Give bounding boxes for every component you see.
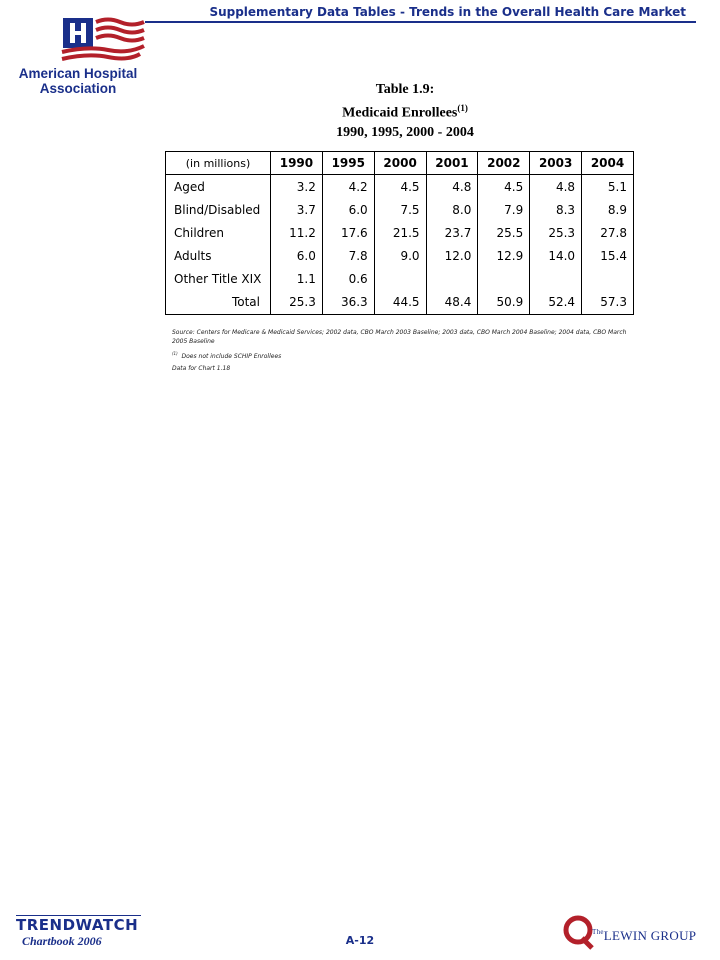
chart-reference: Data for Chart 1.18	[172, 365, 231, 372]
table-cell: 17.6	[322, 221, 374, 244]
row-label: Children	[166, 221, 271, 244]
lewin-group-name	[592, 928, 696, 944]
table-cell	[478, 267, 530, 290]
table-cell	[582, 267, 634, 290]
table-cell: 6.0	[271, 244, 323, 267]
table-cell: 4.8	[426, 175, 478, 199]
table-cell: 4.8	[530, 175, 582, 199]
total-cell: 36.3	[322, 290, 374, 315]
table-cell: 21.5	[374, 221, 426, 244]
table-cell: 25.3	[530, 221, 582, 244]
table-cell: 14.0	[530, 244, 582, 267]
table-cell: 23.7	[426, 221, 478, 244]
medicaid-enrollees-table	[165, 151, 634, 315]
column-header-2000: 2000	[374, 152, 426, 175]
table-cell: 15.4	[582, 244, 634, 267]
table-title-line1: Table 1.9:	[375, 82, 435, 97]
column-header-2004: 2004	[582, 152, 634, 175]
total-label: Total	[166, 290, 271, 315]
total-cell: 50.9	[478, 290, 530, 315]
table-cell: 27.8	[582, 221, 634, 244]
total-cell: 25.3	[271, 290, 323, 315]
table-cell: 3.7	[271, 198, 323, 221]
column-header-1990: 1990	[271, 152, 323, 175]
table-cell: 4.2	[322, 175, 374, 199]
table-cell: 1.1	[271, 267, 323, 290]
table-title-main: Medicaid Enrollees	[342, 105, 458, 121]
page-number: A-12	[345, 934, 375, 947]
table-cell	[530, 267, 582, 290]
column-header-2001: 2001	[426, 152, 478, 175]
table-cell	[426, 267, 478, 290]
source-note: Source: Centers for Medicare & Medicaid Services; 2002 data, CBO March 2003 Baseline; 2003 data, CBO March 2004 Baseline; 2004 data, CBO March 2005 Baseline	[172, 329, 627, 345]
total-cell: 52.4	[530, 290, 582, 315]
table-cell: 12.0	[426, 244, 478, 267]
table-title-line3: 1990, 1995, 2000 - 2004	[336, 124, 474, 140]
running-header: Supplementary Data Tables - Trends in the Overall Health Care Market	[209, 5, 686, 19]
aha-name	[8, 66, 148, 96]
aha-name-line2: Association	[39, 81, 117, 96]
table-header-row	[166, 152, 634, 175]
table-row	[166, 198, 634, 221]
table-cell: 6.0	[322, 198, 374, 221]
total-cell: 48.4	[426, 290, 478, 315]
table-cell: 11.2	[271, 221, 323, 244]
row-label: Adults	[166, 244, 271, 267]
table-cell: 3.2	[271, 175, 323, 199]
table-cell: 9.0	[374, 244, 426, 267]
table-title-line2	[200, 99, 610, 123]
column-header-2002: 2002	[478, 152, 530, 175]
lewin-group-logo	[562, 914, 702, 950]
column-header-2003: 2003	[530, 152, 582, 175]
table-cell	[374, 267, 426, 290]
trendwatch-title: TRENDWATCH	[16, 915, 141, 934]
table-title	[200, 80, 610, 142]
total-cell: 44.5	[374, 290, 426, 315]
table-cell: 7.9	[478, 198, 530, 221]
footnote	[172, 349, 642, 361]
table-cell: 25.5	[478, 221, 530, 244]
trendwatch-logo	[16, 915, 141, 948]
table-cell: 7.8	[322, 244, 374, 267]
table-row	[166, 175, 634, 199]
table-cell: 8.0	[426, 198, 478, 221]
column-header-label: (in millions)	[166, 152, 271, 175]
row-label: Blind/Disabled	[166, 198, 271, 221]
table-row	[166, 244, 634, 267]
row-label: Aged	[166, 175, 271, 199]
total-cell: 57.3	[582, 290, 634, 315]
table-total-row	[166, 290, 634, 315]
table-cell: 7.5	[374, 198, 426, 221]
table-cell: 8.3	[530, 198, 582, 221]
table-cell: 12.9	[478, 244, 530, 267]
aha-name-line1: American Hospital	[18, 66, 138, 81]
table-cell: 8.9	[582, 198, 634, 221]
row-label: Other Title XIX	[166, 267, 271, 290]
table-cell: 0.6	[322, 267, 374, 290]
footnote-marker: (1)	[172, 351, 178, 356]
lewin-name: LEWIN GROUP	[603, 928, 697, 943]
table-cell: 4.5	[478, 175, 530, 199]
column-header-1995: 1995	[322, 152, 374, 175]
table-row	[166, 221, 634, 244]
header-rule	[145, 21, 696, 23]
table-cell: 4.5	[374, 175, 426, 199]
lewin-q-icon	[562, 914, 596, 950]
lewin-the: The	[592, 928, 604, 936]
table-title-footnote-marker: (1)	[457, 103, 468, 113]
table-cell: 5.1	[582, 175, 634, 199]
chartbook-subtitle: Chartbook 2006	[22, 934, 102, 948]
footnote-text: Does not include SCHIP Enrollees	[181, 353, 282, 360]
table-row	[166, 267, 634, 290]
table-notes	[172, 328, 642, 376]
